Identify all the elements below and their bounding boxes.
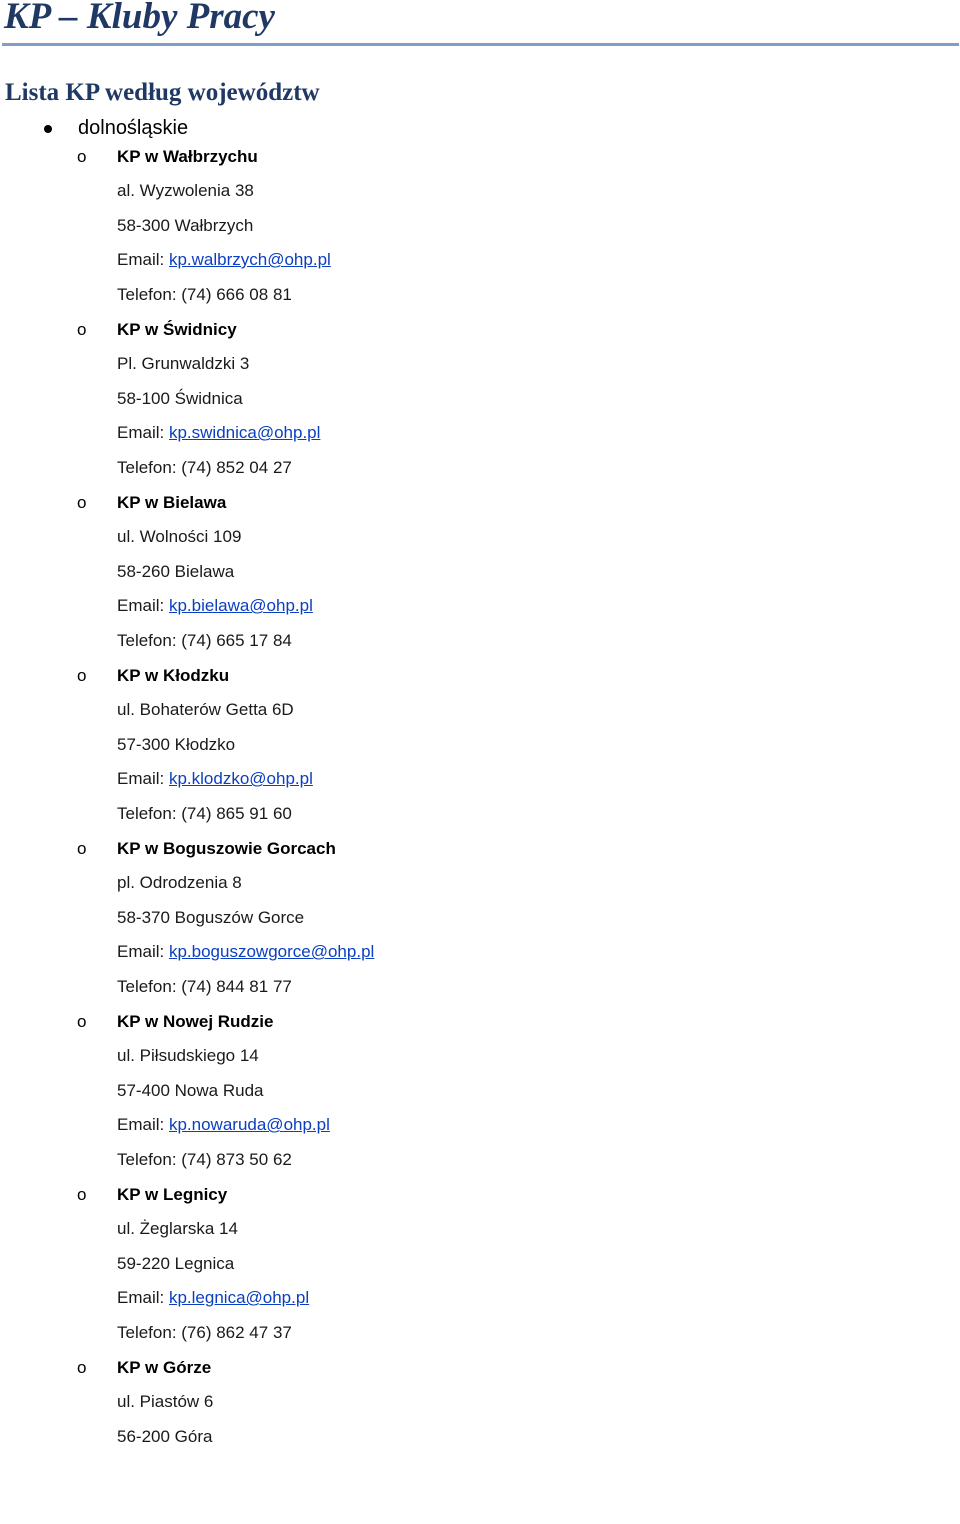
list-marker-icon: o: [77, 666, 87, 685]
club-city: 57-300 Kłodzko: [117, 735, 236, 754]
club-email-row: [117, 937, 374, 967]
club-item: [0, 1005, 960, 1178]
club-email-row: [117, 1283, 309, 1313]
club-name: KP w Kłodzku: [117, 666, 230, 685]
club-street: Pl. Grunwaldzki 3: [117, 354, 250, 373]
list-marker-icon: o: [77, 1185, 87, 1204]
email-label: Email:: [117, 1115, 169, 1134]
club-city: 58-260 Bielawa: [117, 562, 235, 581]
club-name: KP w Bielawa: [117, 493, 227, 512]
list-marker-icon: o: [77, 147, 87, 166]
email-link[interactable]: kp.bielawa@ohp.pl: [168, 596, 313, 615]
club-name: KP w Wałbrzychu: [117, 147, 258, 166]
list-marker-icon: o: [77, 839, 87, 858]
region-label: dolnośląskie: [78, 117, 189, 139]
list-marker-icon: o: [77, 1358, 87, 1377]
email-link[interactable]: kp.nowaruda@ohp.pl: [168, 1115, 330, 1134]
club-street: pl. Odrodzenia 8: [117, 873, 242, 892]
email-link[interactable]: kp.legnica@ohp.pl: [168, 1288, 310, 1307]
club-phone: Telefon: (74) 873 50 62: [117, 1150, 292, 1169]
email-link[interactable]: kp.walbrzych@ohp.pl: [168, 250, 331, 269]
club-name: KP w Legnicy: [117, 1185, 228, 1204]
club-city: 58-370 Boguszów Gorce: [117, 908, 305, 927]
club-name: KP w Świdnicy: [117, 320, 237, 339]
list-marker-icon: o: [77, 320, 87, 339]
club-city: 59-220 Legnica: [117, 1254, 235, 1273]
email-label: Email:: [117, 942, 169, 961]
section-heading: Lista KP według województw: [5, 79, 320, 106]
club-email-row: [117, 1110, 330, 1140]
club-item: [0, 313, 960, 486]
bullet-icon: [44, 125, 52, 133]
club-name: KP w Boguszowie Gorcach: [117, 839, 336, 858]
email-label: Email:: [117, 250, 169, 269]
club-city: 57-400 Nowa Ruda: [117, 1081, 264, 1100]
club-phone: Telefon: (76) 862 47 37: [117, 1323, 292, 1342]
club-city: 58-100 Świdnica: [117, 389, 243, 408]
club-email-row: [117, 245, 331, 275]
club-email-row: [117, 591, 313, 621]
email-link[interactable]: kp.boguszowgorce@ohp.pl: [168, 942, 375, 961]
club-email-row: [117, 418, 320, 448]
club-phone: Telefon: (74) 852 04 27: [117, 458, 292, 477]
club-item: [0, 659, 960, 832]
club-item: [0, 140, 960, 313]
email-link[interactable]: kp.swidnica@ohp.pl: [168, 423, 321, 442]
club-list: [0, 140, 960, 1524]
club-street: al. Wyzwolenia 38: [117, 181, 254, 200]
list-marker-icon: o: [77, 1012, 87, 1031]
club-item: [0, 1178, 960, 1351]
club-street: ul. Piastów 6: [117, 1392, 214, 1411]
title-underline-divider: [2, 43, 959, 46]
email-link[interactable]: kp.klodzko@ohp.pl: [168, 769, 313, 788]
club-phone: Telefon: (74) 844 81 77: [117, 977, 292, 996]
club-street: ul. Wolności 109: [117, 527, 242, 546]
club-phone: Telefon: (74) 865 91 60: [117, 804, 292, 823]
club-phone: Telefon: (74) 665 17 84: [117, 631, 292, 650]
club-name: KP w Górze: [117, 1358, 212, 1377]
list-marker-icon: o: [77, 493, 87, 512]
club-street: ul. Bohaterów Getta 6D: [117, 700, 294, 719]
club-item: [0, 486, 960, 659]
club-street: ul. Piłsudskiego 14: [117, 1046, 259, 1065]
club-phone: Telefon: (74) 666 08 81: [117, 285, 292, 304]
page-title: KP – Kluby Pracy: [4, 0, 275, 37]
email-label: Email:: [117, 769, 169, 788]
email-label: Email:: [117, 1288, 169, 1307]
club-email-row: [117, 764, 313, 794]
club-street: ul. Żeglarska 14: [117, 1219, 238, 1238]
email-label: Email:: [117, 596, 169, 615]
club-item: [0, 832, 960, 1005]
club-city: 56-200 Góra: [117, 1427, 213, 1446]
email-label: Email:: [117, 423, 169, 442]
club-city: 58-300 Wałbrzych: [117, 216, 254, 235]
club-name: KP w Nowej Rudzie: [117, 1012, 274, 1031]
club-item: [0, 1351, 960, 1524]
